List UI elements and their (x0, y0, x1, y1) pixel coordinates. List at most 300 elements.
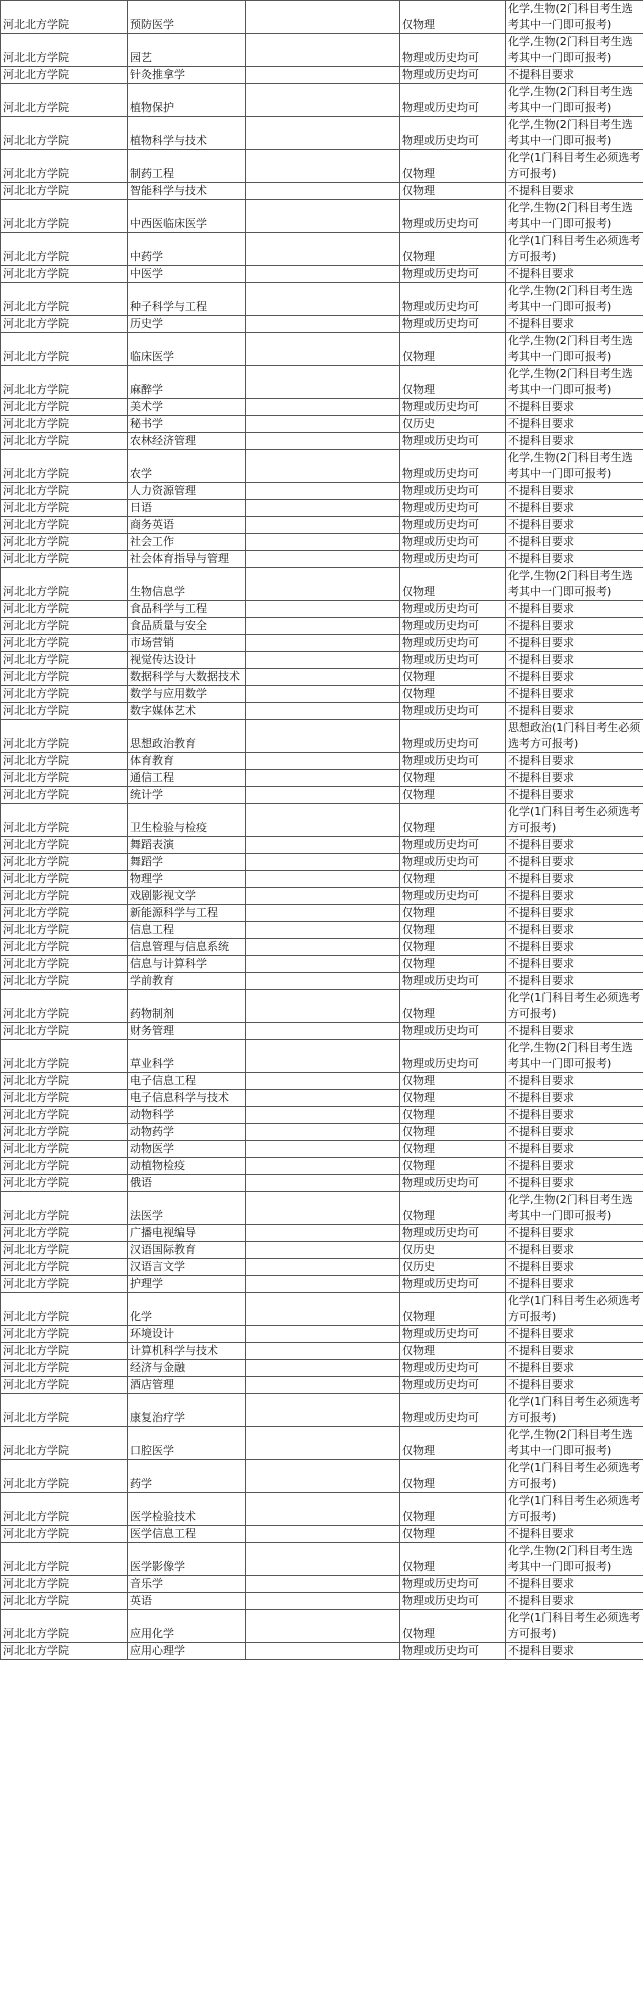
table-row (1, 399, 643, 416)
empty-cell (246, 568, 400, 601)
first-subject-cell: 物理或历史均可 (400, 652, 506, 669)
school-cell: 河北北方学院 (1, 1460, 128, 1493)
first-subject-cell: 物理或历史均可 (400, 399, 506, 416)
school-cell: 河北北方学院 (1, 1259, 128, 1276)
empty-cell (246, 1090, 400, 1107)
requirement-cell: 不提科目要求 (506, 669, 643, 686)
first-subject-cell: 物理或历史均可 (400, 1593, 506, 1610)
school-cell: 河北北方学院 (1, 618, 128, 635)
empty-cell (246, 316, 400, 333)
table-row (1, 1526, 643, 1543)
major-cell: 信息管理与信息系统 (128, 939, 246, 956)
requirement-cell: 不提科目要求 (506, 956, 643, 973)
empty-cell (246, 1259, 400, 1276)
first-subject-cell: 物理或历史均可 (400, 483, 506, 500)
table-row (1, 1107, 643, 1124)
school-cell: 河北北方学院 (1, 568, 128, 601)
requirement-cell: 不提科目要求 (506, 1023, 643, 1040)
requirement-cell: 不提科目要求 (506, 770, 643, 787)
requirement-cell: 化学,生物(2门科目考生选考其中一门即可报考) (506, 333, 643, 366)
requirement-cell: 不提科目要求 (506, 1141, 643, 1158)
first-subject-cell: 仅物理 (400, 1493, 506, 1526)
major-cell: 应用心理学 (128, 1643, 246, 1660)
table-row (1, 1293, 643, 1326)
major-cell: 信息与计算科学 (128, 956, 246, 973)
major-cell: 俄语 (128, 1175, 246, 1192)
first-subject-cell: 物理或历史均可 (400, 67, 506, 84)
empty-cell (246, 990, 400, 1023)
empty-cell (246, 1576, 400, 1593)
major-cell: 日语 (128, 500, 246, 517)
empty-cell (246, 283, 400, 316)
major-cell: 戏剧影视文学 (128, 888, 246, 905)
requirement-cell: 不提科目要求 (506, 67, 643, 84)
requirement-cell: 化学,生物(2门科目考生选考其中一门即可报考) (506, 450, 643, 483)
major-cell: 通信工程 (128, 770, 246, 787)
first-subject-cell: 物理或历史均可 (400, 854, 506, 871)
empty-cell (246, 837, 400, 854)
first-subject-cell: 仅物理 (400, 1526, 506, 1543)
empty-cell (246, 534, 400, 551)
requirement-cell: 不提科目要求 (506, 618, 643, 635)
school-cell: 河北北方学院 (1, 669, 128, 686)
first-subject-cell: 仅物理 (400, 150, 506, 183)
major-cell: 酒店管理 (128, 1377, 246, 1394)
first-subject-cell: 物理或历史均可 (400, 500, 506, 517)
table-row (1, 787, 643, 804)
requirement-cell: 化学(1门科目考生必须选考方可报考) (506, 1394, 643, 1427)
table-row (1, 770, 643, 787)
requirement-cell: 不提科目要求 (506, 183, 643, 200)
first-subject-cell: 仅物理 (400, 1343, 506, 1360)
table-row (1, 1090, 643, 1107)
empty-cell (246, 1124, 400, 1141)
table-row (1, 366, 643, 399)
school-cell: 河北北方学院 (1, 652, 128, 669)
school-cell: 河北北方学院 (1, 551, 128, 568)
first-subject-cell: 物理或历史均可 (400, 534, 506, 551)
major-cell: 针灸推拿学 (128, 67, 246, 84)
empty-cell (246, 1326, 400, 1343)
table-row (1, 283, 643, 316)
school-cell: 河北北方学院 (1, 635, 128, 652)
first-subject-cell: 仅物理 (400, 939, 506, 956)
requirement-cell: 不提科目要求 (506, 433, 643, 450)
school-cell: 河北北方学院 (1, 1225, 128, 1242)
school-cell: 河北北方学院 (1, 1360, 128, 1377)
requirement-cell: 化学(1门科目考生必须选考方可报考) (506, 1293, 643, 1326)
school-cell: 河北北方学院 (1, 316, 128, 333)
empty-cell (246, 183, 400, 200)
school-cell: 河北北方学院 (1, 534, 128, 551)
requirement-cell: 不提科目要求 (506, 1259, 643, 1276)
requirement-cell: 不提科目要求 (506, 601, 643, 618)
first-subject-cell: 物理或历史均可 (400, 517, 506, 534)
school-cell: 河北北方学院 (1, 1, 128, 34)
major-cell: 社会体育指导与管理 (128, 551, 246, 568)
empty-cell (246, 871, 400, 888)
requirement-cell: 化学,生物(2门科目考生选考其中一门即可报考) (506, 366, 643, 399)
major-cell: 汉语言文学 (128, 1259, 246, 1276)
requirement-cell: 不提科目要求 (506, 837, 643, 854)
table-row (1, 652, 643, 669)
school-cell: 河北北方学院 (1, 1526, 128, 1543)
requirement-cell: 不提科目要求 (506, 1124, 643, 1141)
major-cell: 学前教育 (128, 973, 246, 990)
requirement-cell: 不提科目要求 (506, 1326, 643, 1343)
table-row (1, 871, 643, 888)
empty-cell (246, 1394, 400, 1427)
empty-cell (246, 956, 400, 973)
first-subject-cell: 物理或历史均可 (400, 433, 506, 450)
table-row (1, 956, 643, 973)
empty-cell (246, 787, 400, 804)
empty-cell (246, 1377, 400, 1394)
major-cell: 康复治疗学 (128, 1394, 246, 1427)
requirement-cell: 不提科目要求 (506, 922, 643, 939)
requirement-cell: 不提科目要求 (506, 686, 643, 703)
school-cell: 河北北方学院 (1, 34, 128, 67)
major-cell: 口腔医学 (128, 1427, 246, 1460)
requirement-cell: 不提科目要求 (506, 1225, 643, 1242)
major-cell: 动物药学 (128, 1124, 246, 1141)
requirement-cell: 化学(1门科目考生必须选考方可报考) (506, 150, 643, 183)
requirement-cell: 化学,生物(2门科目考生选考其中一门即可报考) (506, 1, 643, 34)
school-cell: 河北北方学院 (1, 1242, 128, 1259)
table-row (1, 753, 643, 770)
table-row (1, 1141, 643, 1158)
requirement-cell: 化学(1门科目考生必须选考方可报考) (506, 804, 643, 837)
first-subject-cell: 物理或历史均可 (400, 1276, 506, 1293)
school-cell: 河北北方学院 (1, 1107, 128, 1124)
school-cell: 河北北方学院 (1, 990, 128, 1023)
school-cell: 河北北方学院 (1, 333, 128, 366)
requirement-cell: 不提科目要求 (506, 888, 643, 905)
requirement-cell: 化学,生物(2门科目考生选考其中一门即可报考) (506, 1427, 643, 1460)
table-row (1, 905, 643, 922)
empty-cell (246, 1526, 400, 1543)
table-row (1, 1073, 643, 1090)
major-cell: 舞蹈表演 (128, 837, 246, 854)
empty-cell (246, 888, 400, 905)
first-subject-cell: 物理或历史均可 (400, 973, 506, 990)
table-row (1, 922, 643, 939)
school-cell: 河北北方学院 (1, 854, 128, 871)
empty-cell (246, 1141, 400, 1158)
requirement-cell: 不提科目要求 (506, 635, 643, 652)
table-row (1, 1326, 643, 1343)
major-cell: 园艺 (128, 34, 246, 67)
school-cell: 河北北方学院 (1, 233, 128, 266)
table-row (1, 973, 643, 990)
school-cell: 河北北方学院 (1, 1073, 128, 1090)
major-cell: 计算机科学与技术 (128, 1343, 246, 1360)
requirement-cell: 不提科目要求 (506, 1343, 643, 1360)
major-cell: 应用化学 (128, 1610, 246, 1643)
requirement-cell: 不提科目要求 (506, 1073, 643, 1090)
requirement-cell: 不提科目要求 (506, 517, 643, 534)
empty-cell (246, 1460, 400, 1493)
table-row (1, 67, 643, 84)
table-row (1, 1023, 643, 1040)
empty-cell (246, 1242, 400, 1259)
first-subject-cell: 仅历史 (400, 1259, 506, 1276)
table-row (1, 483, 643, 500)
empty-cell (246, 922, 400, 939)
first-subject-cell: 物理或历史均可 (400, 720, 506, 753)
empty-cell (246, 1427, 400, 1460)
empty-cell (246, 450, 400, 483)
school-cell: 河北北方学院 (1, 720, 128, 753)
major-cell: 历史学 (128, 316, 246, 333)
empty-cell (246, 500, 400, 517)
major-cell: 音乐学 (128, 1576, 246, 1593)
major-cell: 种子科学与工程 (128, 283, 246, 316)
empty-cell (246, 517, 400, 534)
table-row (1, 1276, 643, 1293)
school-cell: 河北北方学院 (1, 1141, 128, 1158)
empty-cell (246, 433, 400, 450)
requirement-cell: 思想政治(1门科目考生必须选考方可报考) (506, 720, 643, 753)
school-cell: 河北北方学院 (1, 753, 128, 770)
school-cell: 河北北方学院 (1, 1593, 128, 1610)
empty-cell (246, 1276, 400, 1293)
table-row (1, 316, 643, 333)
major-cell: 英语 (128, 1593, 246, 1610)
major-cell: 农林经济管理 (128, 433, 246, 450)
empty-cell (246, 652, 400, 669)
major-cell: 制药工程 (128, 150, 246, 183)
empty-cell (246, 551, 400, 568)
first-subject-cell: 物理或历史均可 (400, 837, 506, 854)
table-row (1, 804, 643, 837)
table-row (1, 1610, 643, 1643)
school-cell: 河北北方学院 (1, 1643, 128, 1660)
requirement-cell: 化学,生物(2门科目考生选考其中一门即可报考) (506, 1040, 643, 1073)
first-subject-cell: 物理或历史均可 (400, 1326, 506, 1343)
table-row (1, 1124, 643, 1141)
requirement-cell: 不提科目要求 (506, 1576, 643, 1593)
major-cell: 视觉传达设计 (128, 652, 246, 669)
table-body (1, 1, 643, 1660)
first-subject-cell: 仅物理 (400, 1073, 506, 1090)
first-subject-cell: 物理或历史均可 (400, 117, 506, 150)
first-subject-cell: 物理或历史均可 (400, 1040, 506, 1073)
major-cell: 信息工程 (128, 922, 246, 939)
first-subject-cell: 物理或历史均可 (400, 601, 506, 618)
major-cell: 环境设计 (128, 1326, 246, 1343)
empty-cell (246, 483, 400, 500)
requirement-cell: 不提科目要求 (506, 703, 643, 720)
school-cell: 河北北方学院 (1, 1090, 128, 1107)
major-cell: 药物制剂 (128, 990, 246, 1023)
empty-cell (246, 1023, 400, 1040)
empty-cell (246, 399, 400, 416)
requirement-cell: 不提科目要求 (506, 416, 643, 433)
school-cell: 河北北方学院 (1, 1192, 128, 1225)
empty-cell (246, 1543, 400, 1576)
table-row (1, 568, 643, 601)
major-cell: 电子信息科学与技术 (128, 1090, 246, 1107)
school-cell: 河北北方学院 (1, 973, 128, 990)
major-cell: 经济与金融 (128, 1360, 246, 1377)
major-cell: 药学 (128, 1460, 246, 1493)
table-row (1, 1576, 643, 1593)
empty-cell (246, 601, 400, 618)
empty-cell (246, 1192, 400, 1225)
empty-cell (246, 618, 400, 635)
first-subject-cell: 物理或历史均可 (400, 1175, 506, 1192)
school-cell: 河北北方学院 (1, 200, 128, 233)
major-cell: 麻醉学 (128, 366, 246, 399)
empty-cell (246, 1, 400, 34)
requirement-cell: 化学(1门科目考生必须选考方可报考) (506, 1610, 643, 1643)
requirement-cell: 不提科目要求 (506, 787, 643, 804)
table-row (1, 669, 643, 686)
first-subject-cell: 仅物理 (400, 1107, 506, 1124)
requirement-cell: 不提科目要求 (506, 1175, 643, 1192)
first-subject-cell: 仅物理 (400, 686, 506, 703)
school-cell: 河北北方学院 (1, 1543, 128, 1576)
empty-cell (246, 1040, 400, 1073)
school-cell: 河北北方学院 (1, 1493, 128, 1526)
table-row (1, 1225, 643, 1242)
table-row (1, 1394, 643, 1427)
table-row (1, 416, 643, 433)
first-subject-cell: 物理或历史均可 (400, 1394, 506, 1427)
first-subject-cell: 物理或历史均可 (400, 635, 506, 652)
school-cell: 河北北方学院 (1, 416, 128, 433)
first-subject-cell: 仅物理 (400, 1427, 506, 1460)
major-cell: 食品科学与工程 (128, 601, 246, 618)
table-row (1, 183, 643, 200)
table-row (1, 686, 643, 703)
school-cell: 河北北方学院 (1, 283, 128, 316)
first-subject-cell: 仅物理 (400, 1, 506, 34)
table-row (1, 1, 643, 34)
school-cell: 河北北方学院 (1, 1326, 128, 1343)
first-subject-cell: 仅物理 (400, 871, 506, 888)
first-subject-cell: 物理或历史均可 (400, 1225, 506, 1242)
major-cell: 美术学 (128, 399, 246, 416)
requirement-cell: 化学(1门科目考生必须选考方可报考) (506, 1460, 643, 1493)
table-row (1, 1175, 643, 1192)
requirement-cell: 不提科目要求 (506, 1360, 643, 1377)
first-subject-cell: 物理或历史均可 (400, 703, 506, 720)
requirement-cell: 化学,生物(2门科目考生选考其中一门即可报考) (506, 283, 643, 316)
requirement-cell: 不提科目要求 (506, 1242, 643, 1259)
requirement-cell: 不提科目要求 (506, 753, 643, 770)
empty-cell (246, 973, 400, 990)
table-row (1, 534, 643, 551)
empty-cell (246, 1493, 400, 1526)
first-subject-cell: 物理或历史均可 (400, 1576, 506, 1593)
school-cell: 河北北方学院 (1, 922, 128, 939)
table-row (1, 1242, 643, 1259)
first-subject-cell: 仅物理 (400, 770, 506, 787)
first-subject-cell: 仅历史 (400, 1242, 506, 1259)
school-cell: 河北北方学院 (1, 1175, 128, 1192)
table-row (1, 720, 643, 753)
empty-cell (246, 333, 400, 366)
first-subject-cell: 物理或历史均可 (400, 266, 506, 283)
major-cell: 中西医临床医学 (128, 200, 246, 233)
requirement-cell: 化学,生物(2门科目考生选考其中一门即可报考) (506, 568, 643, 601)
major-cell: 医学影像学 (128, 1543, 246, 1576)
school-cell: 河北北方学院 (1, 84, 128, 117)
major-cell: 电子信息工程 (128, 1073, 246, 1090)
requirement-cell: 不提科目要求 (506, 854, 643, 871)
major-cell: 智能科学与技术 (128, 183, 246, 200)
empty-cell (246, 366, 400, 399)
empty-cell (246, 67, 400, 84)
major-cell: 动物医学 (128, 1141, 246, 1158)
school-cell: 河北北方学院 (1, 770, 128, 787)
requirement-cell: 化学(1门科目考生必须选考方可报考) (506, 233, 643, 266)
major-cell: 预防医学 (128, 1, 246, 34)
school-cell: 河北北方学院 (1, 905, 128, 922)
requirement-cell: 不提科目要求 (506, 905, 643, 922)
empty-cell (246, 34, 400, 67)
table-row (1, 1427, 643, 1460)
major-cell: 动植物检疫 (128, 1158, 246, 1175)
school-cell: 河北北方学院 (1, 1023, 128, 1040)
major-cell: 中医学 (128, 266, 246, 283)
first-subject-cell: 物理或历史均可 (400, 1643, 506, 1660)
table-row (1, 1259, 643, 1276)
first-subject-cell: 仅物理 (400, 669, 506, 686)
requirement-cell: 化学,生物(2门科目考生选考其中一门即可报考) (506, 200, 643, 233)
major-cell: 数字媒体艺术 (128, 703, 246, 720)
requirement-cell: 不提科目要求 (506, 1107, 643, 1124)
first-subject-cell: 仅物理 (400, 568, 506, 601)
table-row (1, 1343, 643, 1360)
first-subject-cell: 物理或历史均可 (400, 618, 506, 635)
empty-cell (246, 1107, 400, 1124)
first-subject-cell: 物理或历史均可 (400, 450, 506, 483)
school-cell: 河北北方学院 (1, 871, 128, 888)
major-cell: 植物保护 (128, 84, 246, 117)
school-cell: 河北北方学院 (1, 399, 128, 416)
empty-cell (246, 1343, 400, 1360)
school-cell: 河北北方学院 (1, 1427, 128, 1460)
requirement-cell: 化学(1门科目考生必须选考方可报考) (506, 1493, 643, 1526)
major-cell: 植物科学与技术 (128, 117, 246, 150)
major-cell: 生物信息学 (128, 568, 246, 601)
school-cell: 河北北方学院 (1, 1576, 128, 1593)
major-cell: 医学检验技术 (128, 1493, 246, 1526)
requirement-cell: 不提科目要求 (506, 973, 643, 990)
table-row (1, 266, 643, 283)
requirement-cell: 不提科目要求 (506, 652, 643, 669)
school-cell: 河北北方学院 (1, 1293, 128, 1326)
table-row (1, 703, 643, 720)
major-cell: 体育教育 (128, 753, 246, 770)
empty-cell (246, 905, 400, 922)
school-cell: 河北北方学院 (1, 888, 128, 905)
major-cell: 商务英语 (128, 517, 246, 534)
school-cell: 河北北方学院 (1, 686, 128, 703)
empty-cell (246, 1293, 400, 1326)
table-row (1, 618, 643, 635)
major-cell: 卫生检验与检疫 (128, 804, 246, 837)
first-subject-cell: 仅物理 (400, 183, 506, 200)
school-cell: 河北北方学院 (1, 1040, 128, 1073)
major-cell: 人力资源管理 (128, 483, 246, 500)
major-cell: 社会工作 (128, 534, 246, 551)
empty-cell (246, 1643, 400, 1660)
first-subject-cell: 仅物理 (400, 804, 506, 837)
